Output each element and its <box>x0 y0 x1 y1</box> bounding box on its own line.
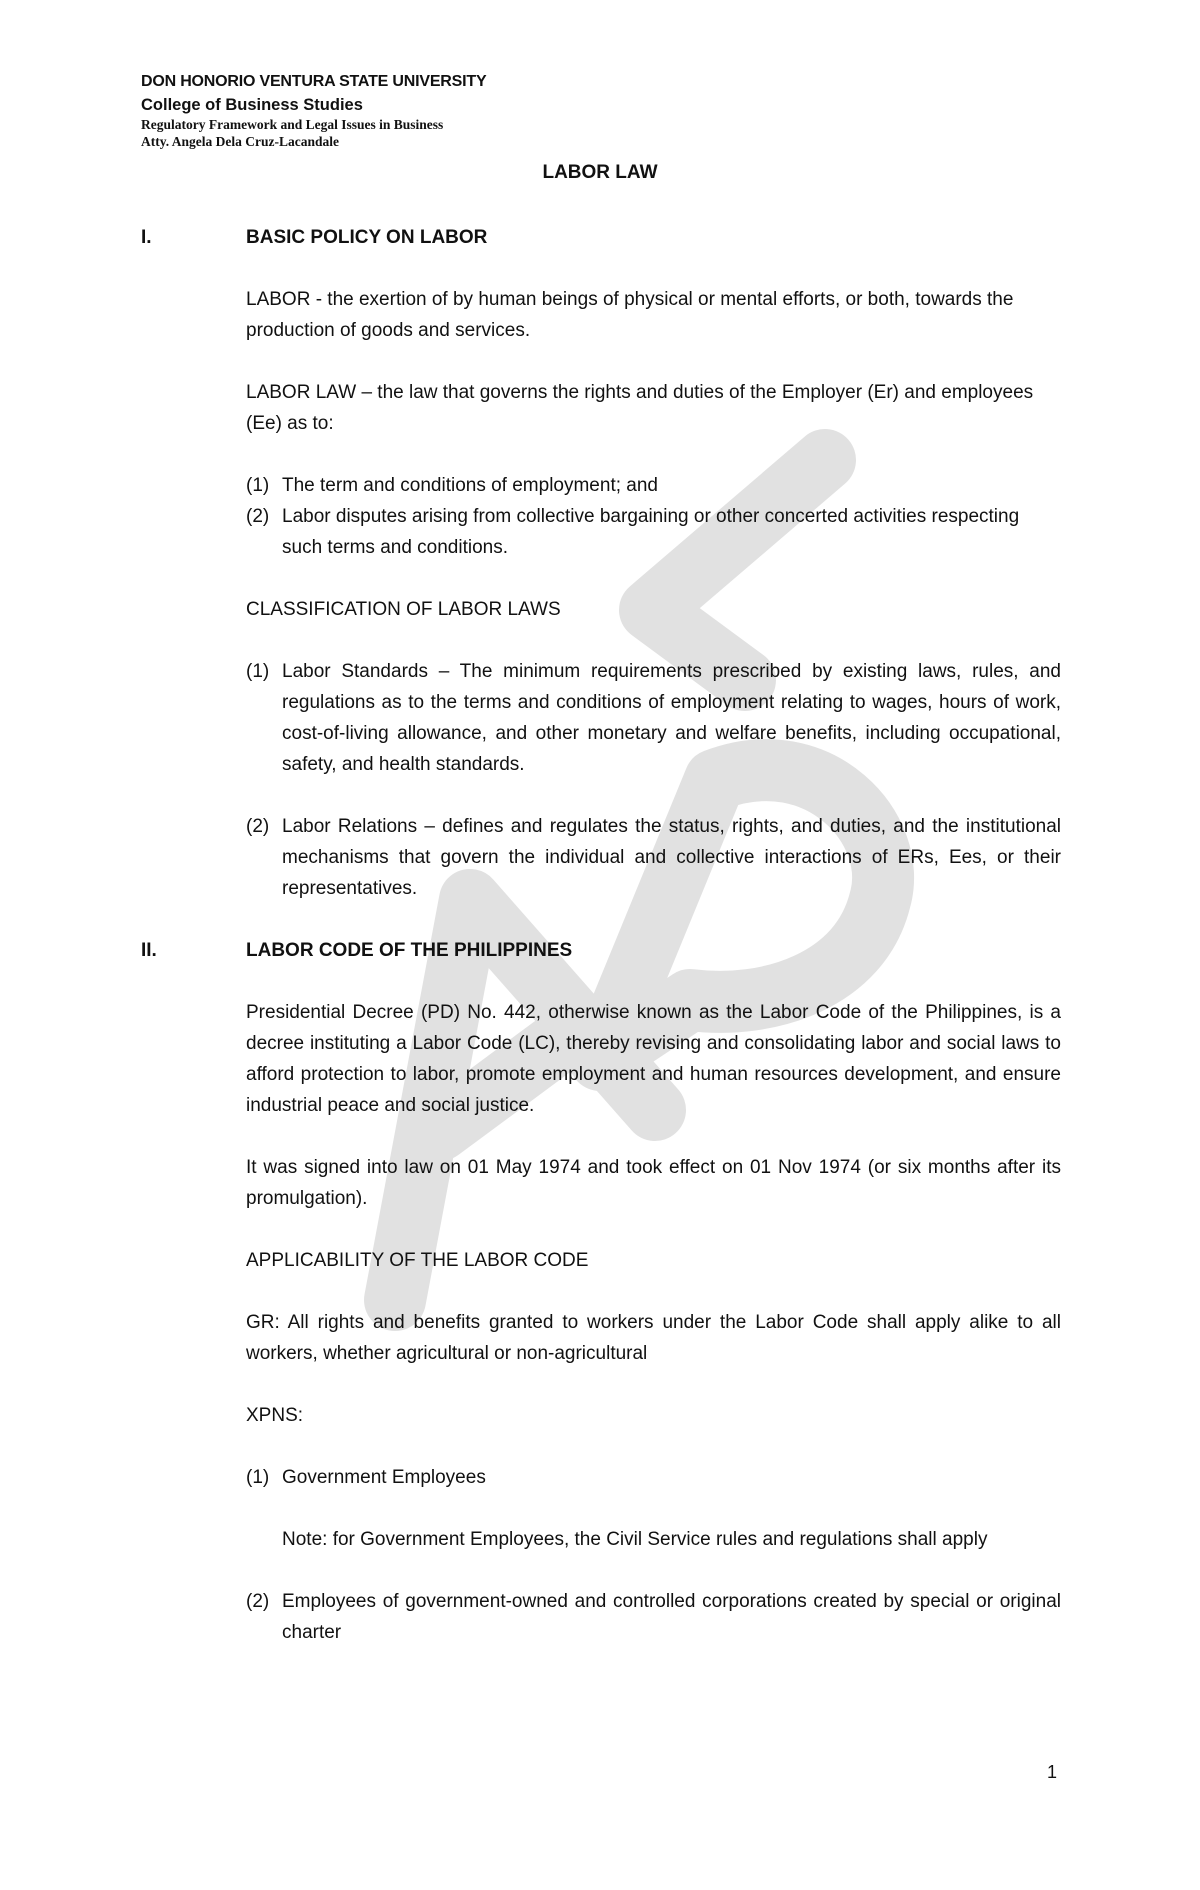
government-employees-note: Note: for Government Employees, the Civil Service rules and regulations shall apply <box>282 1529 988 1550</box>
document-title <box>0 162 1200 184</box>
course-name: Regulatory Framework and Legal Issues in Business <box>141 116 444 132</box>
list-item-number: (2) <box>246 506 270 527</box>
section-1-number: I. <box>141 227 152 248</box>
list-item-text: The term and conditions of employment; and <box>282 475 658 496</box>
document-body <box>141 222 1061 1679</box>
general-rule: GR: All rights and benefits granted to workers under the Labor Code shall apply alike to all workers, whether agricultural or non-agricultural <box>246 1312 1061 1364</box>
list-item-number: (1) <box>246 475 270 496</box>
list-item-text: Employees of government-owned and controlled corporations created by special or original charter <box>282 1591 1061 1643</box>
section-1-heading <box>141 222 1061 253</box>
section-2-number: II. <box>141 940 157 961</box>
college-name: College of Business Studies <box>141 96 363 114</box>
list-item-text: Labor Standards – The minimum requirements prescribed by existing laws, rules, and regulations as to the terms and conditions of employment relating to wages, hours of work, cost-of-living allowance, and other monetary and welfare benefits, including occupational, safety, and health standards. <box>282 661 1061 775</box>
section-1-title: BASIC POLICY ON LABOR <box>246 227 488 248</box>
applicability-heading: APPLICABILITY OF THE LABOR CODE <box>246 1250 589 1271</box>
list-item <box>246 811 1061 904</box>
labor-law-items <box>246 470 1061 563</box>
section-2-title: LABOR CODE OF THE PHILIPPINES <box>246 940 573 961</box>
list-item <box>246 470 1061 501</box>
classification-heading: CLASSIFICATION OF LABOR LAWS <box>246 599 561 620</box>
pd-paragraph: Presidential Decree (PD) No. 442, otherwise known as the Labor Code of the Philippines, is a decree instituting a Labor Code (LC), thereby revising and consolidating labor and social laws to afford protection to labor, promote employment and human resources development, and ensure industrial peace and social justice. <box>246 1002 1061 1116</box>
list-item <box>246 1586 1061 1648</box>
classification-item-2 <box>246 811 1061 904</box>
university-name: DON HONORIO VENTURA STATE UNIVERSITY <box>141 73 487 90</box>
document-title-text: LABOR LAW <box>542 162 658 183</box>
list-item-number: (1) <box>246 661 270 682</box>
list-item-text: Labor Relations – defines and regulates the status, rights, and duties, and the institutional mechanisms that govern the individual and collective interactions of ERs, Ees, or their representatives. <box>282 816 1061 899</box>
list-item <box>246 501 1061 563</box>
list-item-number: (1) <box>246 1467 270 1488</box>
document-header <box>141 72 486 151</box>
exception-item-1 <box>246 1462 1061 1493</box>
page-number: 1 <box>1046 1762 1057 1782</box>
section-2-content <box>246 997 1061 1648</box>
signed-paragraph: It was signed into law on 01 May 1974 and took effect on 01 Nov 1974 (or six months after its promulgation). <box>246 1157 1061 1209</box>
section-2-heading <box>141 935 1061 966</box>
exceptions-label: XPNS: <box>246 1405 304 1426</box>
list-item <box>246 656 1061 780</box>
list-item-text: Labor disputes arising from collective bargaining or other concerted activities respecting such terms and conditions. <box>282 506 1020 558</box>
section-1-content <box>246 284 1061 904</box>
labor-definition: LABOR - the exertion of by human beings of physical or mental efforts, or both, towards the production of goods and services. <box>246 289 1014 341</box>
list-item-number: (2) <box>246 1591 270 1612</box>
list-item-number: (2) <box>246 816 270 837</box>
list-item <box>246 1462 1061 1493</box>
exception-item-2 <box>246 1586 1061 1648</box>
classification-item-1 <box>246 656 1061 780</box>
labor-law-definition: LABOR LAW – the law that governs the rights and duties of the Employer (Er) and employees (Ee) as to: <box>246 382 1034 434</box>
instructor-name: Atty. Angela Dela Cruz-Lacandale <box>141 134 339 150</box>
list-item-text: Government Employees <box>282 1467 486 1488</box>
